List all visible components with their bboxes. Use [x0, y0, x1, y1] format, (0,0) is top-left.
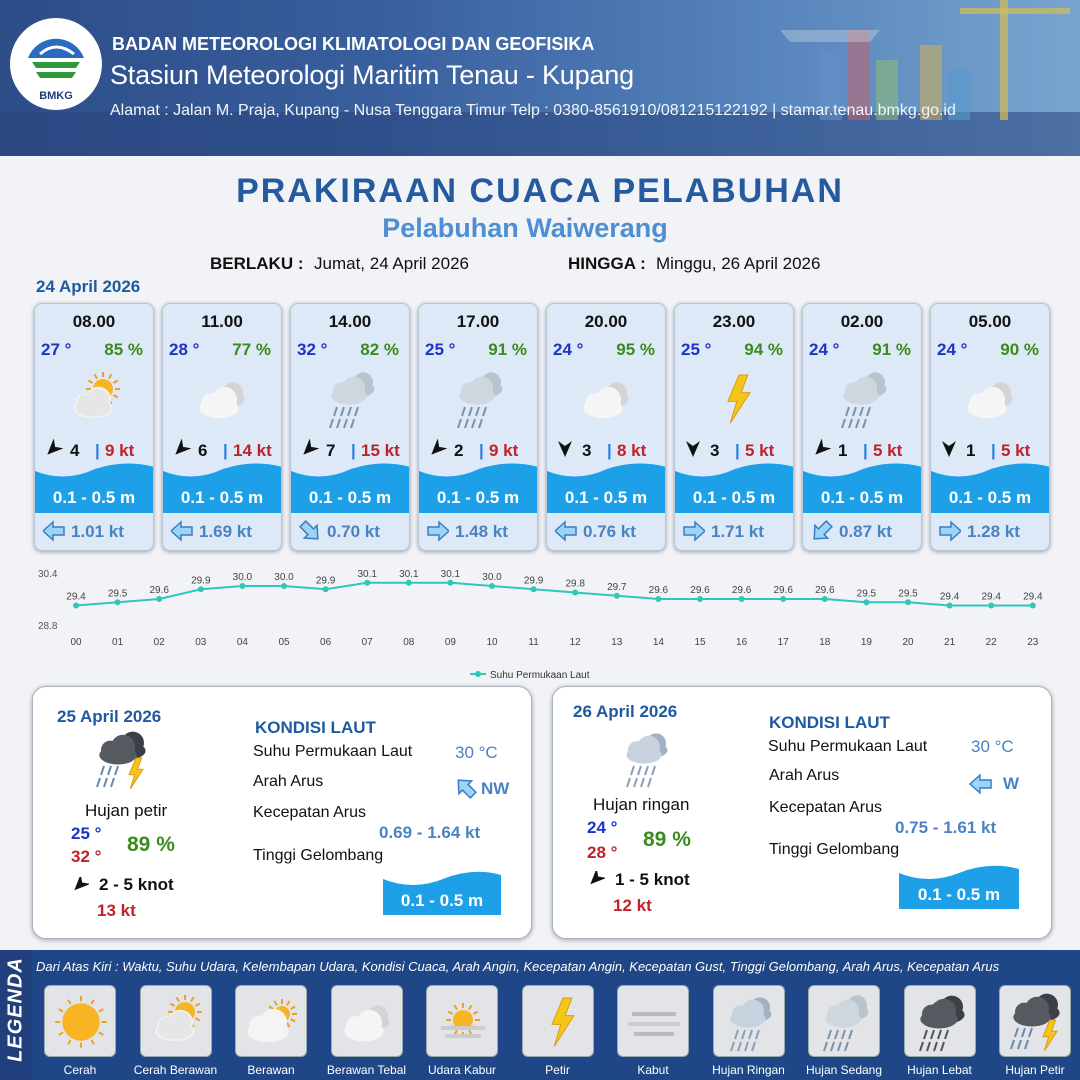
page-title: PRAKIRAAN CUACA PELABUHAN [236, 172, 844, 210]
sst-point [115, 599, 121, 605]
card-separator: | [351, 441, 356, 460]
legend-label: Berawan [247, 1063, 295, 1077]
card-gust: 5 kt [873, 441, 903, 460]
card-humidity: 82 % [360, 340, 399, 359]
x-tick-label: 16 [736, 637, 748, 648]
legend-label: Kabut [637, 1063, 669, 1077]
card-current-speed: 0.70 kt [327, 522, 380, 541]
legend-text: Suhu Permukaan Laut [490, 670, 590, 681]
sst-line [76, 583, 1033, 606]
card-wind-speed: 1 [838, 441, 848, 460]
day3-panel [552, 686, 1052, 939]
card-humidity: 90 % [1000, 340, 1039, 359]
x-tick-label: 03 [195, 637, 207, 648]
legend-item [140, 985, 212, 1057]
data-label: 30.0 [274, 572, 294, 583]
data-label: 29.5 [856, 588, 877, 600]
sst-chart [30, 565, 1080, 685]
valid-to-value: Minggu, 26 April 2026 [656, 254, 821, 273]
hour-card [930, 303, 1050, 551]
data-label: 29.4 [66, 591, 86, 603]
card-current-speed: 1.69 kt [199, 522, 252, 541]
card-wave-height: 0.1 - 0.5 m [180, 488, 264, 507]
card-separator: | [863, 441, 868, 460]
x-tick-label: 20 [902, 637, 914, 648]
hujan-sedang-icon [823, 366, 903, 432]
card-current-speed: 1.01 kt [71, 522, 124, 541]
current-direction-icon [171, 520, 193, 542]
card-wind-speed: 3 [710, 441, 720, 460]
sst-point [364, 580, 370, 586]
legend-item [426, 985, 498, 1057]
legend-item [44, 985, 116, 1057]
current-direction-icon [453, 775, 479, 801]
day2-temp-min: 25 ° [71, 824, 102, 843]
card-temp: 25 ° [425, 340, 456, 359]
data-label: 29.4 [939, 591, 960, 603]
day2-sst: 30 °C [455, 743, 498, 762]
card-wave-height: 0.1 - 0.5 m [692, 488, 776, 507]
day3-temp-min: 24 ° [587, 818, 618, 837]
data-label: 29.6 [690, 585, 710, 596]
current-direction-icon [811, 520, 833, 542]
hujan-petir-icon [81, 725, 163, 795]
wind-direction-icon [555, 439, 575, 459]
card-gust: 9 kt [105, 441, 135, 460]
hour-card [546, 303, 666, 551]
header-banner [0, 0, 1080, 156]
x-tick-label: 22 [985, 637, 997, 648]
card-humidity: 95 % [616, 340, 655, 359]
berawan-tebal-icon [567, 366, 647, 432]
card-temp: 24 ° [937, 340, 968, 359]
day2-kondisi-title: KONDISI LAUT [255, 718, 376, 737]
x-tick-label: 09 [444, 637, 456, 648]
x-tick-label: 23 [1027, 637, 1039, 648]
data-label: 29.9 [315, 575, 336, 587]
legend-label: Cerah [63, 1063, 97, 1077]
hour-card [674, 303, 794, 551]
day2-weather: Hujan petir [85, 801, 168, 820]
hujan-lebat-icon [905, 986, 977, 1058]
org-name: BADAN METEOROLOGI KLIMATOLOGI DAN GEOFISIKA [112, 34, 595, 54]
sst-point [947, 603, 953, 609]
card-separator: | [479, 441, 484, 460]
data-label: 30.0 [232, 572, 253, 583]
day3-gust: 12 kt [613, 896, 652, 915]
card-humidity: 85 % [104, 340, 143, 359]
data-label: 30.1 [399, 568, 419, 580]
data-label: 29.5 [898, 588, 918, 600]
x-tick-label: 07 [361, 637, 373, 648]
card-wind-speed: 1 [966, 441, 976, 460]
logo-text: BMKG [39, 90, 73, 102]
day2-sst-label: Suhu Permukaan Laut [253, 743, 413, 760]
cerah-berawan-icon [141, 986, 213, 1058]
current-direction-icon [43, 520, 65, 542]
data-label: 29.6 [773, 585, 793, 596]
berawan-icon [236, 986, 308, 1058]
day3-date: 26 April 2026 [573, 702, 678, 721]
legend-item [522, 985, 594, 1057]
petir-icon [695, 366, 775, 432]
card-wind-speed: 6 [198, 441, 208, 460]
sst-point [489, 583, 495, 589]
current-direction-icon [683, 520, 705, 542]
x-tick-label: 01 [112, 637, 124, 648]
card-time: 05.00 [968, 312, 1012, 331]
wind-direction-icon [427, 439, 447, 459]
sst-point [572, 590, 578, 596]
card-gust: 8 kt [617, 441, 647, 460]
wind-direction-icon [811, 439, 831, 459]
data-label: 29.5 [107, 588, 128, 600]
card-humidity: 94 % [744, 340, 783, 359]
card-time: 14.00 [328, 312, 372, 331]
wind-direction-icon [43, 439, 63, 459]
card-separator: | [607, 441, 612, 460]
cerah-icon [45, 986, 117, 1058]
data-label: 29.6 [815, 585, 835, 596]
card-humidity: 91 % [872, 340, 911, 359]
address-line: Alamat : Jalan M. Praja, Kupang - Nusa Tenggara Timur Telp : 0380-8561910/081215122192 | stamar.tenau.bmkg.go.id [110, 102, 956, 119]
legend-item [713, 985, 785, 1057]
valid-to-label: HINGGA : [568, 254, 646, 273]
card-wave-height: 0.1 - 0.5 m [308, 488, 392, 507]
current-direction-icon [427, 520, 449, 542]
x-tick-label: 02 [153, 637, 165, 648]
card-current-speed: 0.87 kt [839, 522, 892, 541]
sst-point [614, 593, 620, 599]
legend-label: Hujan Lebat [907, 1063, 972, 1077]
card-separator: | [223, 441, 228, 460]
hujan-ringan-icon [714, 986, 786, 1058]
sst-point [697, 596, 703, 602]
x-tick-label: 18 [819, 637, 831, 648]
berawan-tebal-icon [951, 366, 1031, 432]
y-tick-label: 30.4 [38, 569, 58, 580]
day1-date: 24 April 2026 [36, 277, 141, 296]
legend-label: Berawan Tebal [326, 1063, 407, 1077]
card-wind-speed: 2 [454, 441, 464, 460]
card-wave-height: 0.1 - 0.5 m [820, 488, 904, 507]
card-time: 11.00 [201, 312, 243, 331]
valid-from-value: Jumat, 24 April 2026 [314, 254, 469, 273]
sst-point [988, 603, 994, 609]
hujan-petir-icon [1000, 986, 1072, 1058]
day2-wind: 2 - 5 knot [99, 875, 174, 894]
day3-current-speed-label: Kecepatan Arus [769, 799, 882, 816]
legend-label: Udara Kabur [427, 1063, 497, 1077]
day2-current-speed: 0.69 - 1.64 kt [379, 823, 481, 842]
sst-point [281, 583, 287, 589]
card-separator: | [735, 441, 740, 460]
x-tick-label: 00 [70, 637, 82, 648]
day3-sst: 30 °C [971, 737, 1014, 756]
card-gust: 5 kt [745, 441, 775, 460]
valid-from-label: BERLAKU : [210, 254, 304, 273]
hour-card [290, 303, 410, 551]
hujan-sedang-icon [311, 366, 391, 432]
legend-marker [475, 671, 481, 677]
sst-point [73, 603, 79, 609]
port-name: Pelabuhan Waiwerang [382, 213, 668, 243]
data-label: 29.6 [731, 585, 752, 596]
day2-wave-label: Tinggi Gelombang [253, 847, 384, 864]
sst-point [323, 586, 329, 592]
hour-card [162, 303, 282, 551]
card-temp: 24 ° [809, 340, 840, 359]
legend-label: Cerah Berawan [133, 1063, 218, 1077]
sst-point [447, 580, 453, 586]
data-label: 30.1 [440, 568, 461, 580]
x-tick-label: 21 [944, 637, 956, 648]
cerah-berawan-icon [55, 366, 135, 432]
card-temp: 25 ° [681, 340, 712, 359]
kabut-icon [618, 986, 690, 1058]
x-tick-label: 04 [236, 637, 248, 648]
x-tick-label: 08 [403, 637, 415, 648]
x-tick-label: 13 [611, 637, 623, 648]
card-wind-speed: 3 [582, 441, 592, 460]
sst-point [531, 586, 537, 592]
day3-wind: 1 - 5 knot [615, 870, 690, 889]
data-label: 30.0 [482, 572, 502, 583]
card-separator: | [991, 441, 996, 460]
sst-point [739, 596, 745, 602]
day3-temp-max: 28 ° [587, 843, 618, 862]
card-time: 08.00 [72, 312, 116, 331]
card-time: 17.00 [456, 312, 500, 331]
card-time: 23.00 [712, 312, 756, 331]
current-direction-icon [299, 520, 321, 542]
card-time: 20.00 [584, 312, 628, 331]
wind-direction-icon [683, 439, 703, 459]
card-gust: 5 kt [1001, 441, 1031, 460]
legend-item [999, 985, 1071, 1057]
data-label: 29.6 [648, 585, 669, 596]
card-wave-height: 0.1 - 0.5 m [436, 488, 520, 507]
x-tick-label: 14 [652, 637, 664, 648]
x-tick-label: 06 [320, 637, 332, 648]
legend-item [235, 985, 307, 1057]
legend-label: Hujan Petir [1005, 1063, 1065, 1077]
legend-item [617, 985, 689, 1057]
sst-point [822, 596, 828, 602]
x-tick-label: 05 [278, 637, 290, 648]
day3-humidity: 89 % [643, 828, 691, 851]
wind-direction-icon [939, 439, 959, 459]
x-tick-label: 12 [569, 637, 581, 648]
sst-point [863, 599, 869, 605]
day2-panel [32, 686, 532, 939]
station-name: Stasiun Meteorologi Maritim Tenau - Kupang [110, 60, 634, 90]
sst-point [198, 586, 204, 592]
card-humidity: 77 % [232, 340, 271, 359]
legend-item [808, 985, 880, 1057]
berawan-tebal-icon [183, 366, 263, 432]
wind-direction-icon [587, 871, 605, 889]
current-direction-icon [555, 520, 577, 542]
wind-direction-icon [71, 877, 89, 895]
legend-label: Hujan Ringan [712, 1063, 785, 1077]
x-tick-label: 17 [777, 637, 789, 648]
day3-current-dir: W [1003, 774, 1020, 793]
legend-item [331, 985, 403, 1057]
legend-side-label: LEGENDA [4, 957, 27, 1062]
card-separator: | [95, 441, 100, 460]
day2-current-speed-label: Kecepatan Arus [253, 804, 366, 821]
data-label: 29.4 [1023, 591, 1043, 603]
sst-point [655, 596, 661, 602]
data-label: 29.4 [981, 591, 1001, 603]
wind-direction-icon [171, 439, 191, 459]
hujan-sedang-icon [439, 366, 519, 432]
day3-wave: 0.1 - 0.5 m [917, 885, 1001, 904]
hour-card [34, 303, 154, 551]
hujan-ringan-icon [605, 723, 687, 793]
card-current-speed: 1.48 kt [455, 522, 508, 541]
day2-temp-max: 32 ° [71, 847, 102, 866]
data-label: 30.1 [357, 568, 377, 580]
day2-humidity: 89 % [127, 833, 175, 856]
card-temp: 24 ° [553, 340, 584, 359]
card-gust: 14 kt [233, 441, 272, 460]
sst-point [239, 583, 245, 589]
data-label: 29.6 [149, 585, 169, 596]
hujan-sedang-icon [809, 986, 881, 1058]
card-current-speed: 0.76 kt [583, 522, 636, 541]
day2-current-dir: NW [481, 779, 510, 798]
card-temp: 27 ° [41, 340, 72, 359]
day3-current-dir-label: Arah Arus [769, 767, 840, 784]
day2-wave: 0.1 - 0.5 m [400, 891, 484, 910]
card-gust: 15 kt [361, 441, 400, 460]
x-tick-label: 15 [694, 637, 706, 648]
card-temp: 28 ° [169, 340, 200, 359]
x-tick-label: 19 [860, 637, 872, 648]
sst-point [1030, 603, 1036, 609]
bmkg-logo [10, 18, 102, 110]
hour-card [418, 303, 538, 551]
legend-side [0, 950, 32, 1080]
card-current-speed: 1.71 kt [711, 522, 764, 541]
card-time: 02.00 [840, 312, 884, 331]
day2-date: 25 April 2026 [57, 707, 162, 726]
card-wind-speed: 4 [70, 441, 80, 460]
x-tick-label: 11 [528, 637, 539, 648]
sst-point [406, 580, 412, 586]
card-wave-height: 0.1 - 0.5 m [564, 488, 648, 507]
petir-icon [523, 986, 595, 1058]
day3-kondisi-title: KONDISI LAUT [769, 713, 890, 732]
card-gust: 9 kt [489, 441, 519, 460]
berawan-tebal-icon [332, 986, 404, 1058]
day3-current-speed: 0.75 - 1.61 kt [895, 818, 997, 837]
legend-label: Hujan Sedang [805, 1063, 883, 1077]
card-temp: 32 ° [297, 340, 328, 359]
sst-point [780, 596, 786, 602]
legend-item [904, 985, 976, 1057]
data-label: 29.8 [565, 578, 585, 590]
card-wave-height: 0.1 - 0.5 m [52, 488, 136, 507]
y-tick-label: 28.8 [38, 621, 58, 632]
day3-weather: Hujan ringan [593, 795, 690, 814]
wind-direction-icon [299, 439, 319, 459]
card-wind-speed: 7 [326, 441, 336, 460]
data-label: 29.9 [191, 575, 211, 587]
legend-label: Petir [545, 1063, 570, 1077]
day3-sst-label: Suhu Permukaan Laut [768, 738, 928, 755]
card-humidity: 91 % [488, 340, 527, 359]
current-direction-icon [939, 520, 961, 542]
day2-gust: 13 kt [97, 901, 136, 920]
udara-kabur-icon [427, 986, 499, 1058]
data-label: 29.9 [523, 575, 544, 587]
x-tick-label: 10 [486, 637, 498, 648]
sst-point [156, 596, 162, 602]
day2-current-dir-label: Arah Arus [253, 773, 324, 790]
legend-description: Dari Atas Kiri : Waktu, Suhu Udara, Kelembapan Udara, Kondisi Cuaca, Arah Angin, Kecepatan Angin, Kecepatan Gust, Tinggi Gelombang, Arah Arus, Kecepatan Arus [36, 959, 1000, 974]
day3-wave-label: Tinggi Gelombang [769, 841, 900, 858]
card-current-speed: 1.28 kt [967, 522, 1020, 541]
hour-card [802, 303, 922, 551]
data-label: 29.7 [607, 581, 627, 593]
card-wave-height: 0.1 - 0.5 m [948, 488, 1032, 507]
current-direction-icon [967, 771, 995, 797]
sst-point [905, 599, 911, 605]
